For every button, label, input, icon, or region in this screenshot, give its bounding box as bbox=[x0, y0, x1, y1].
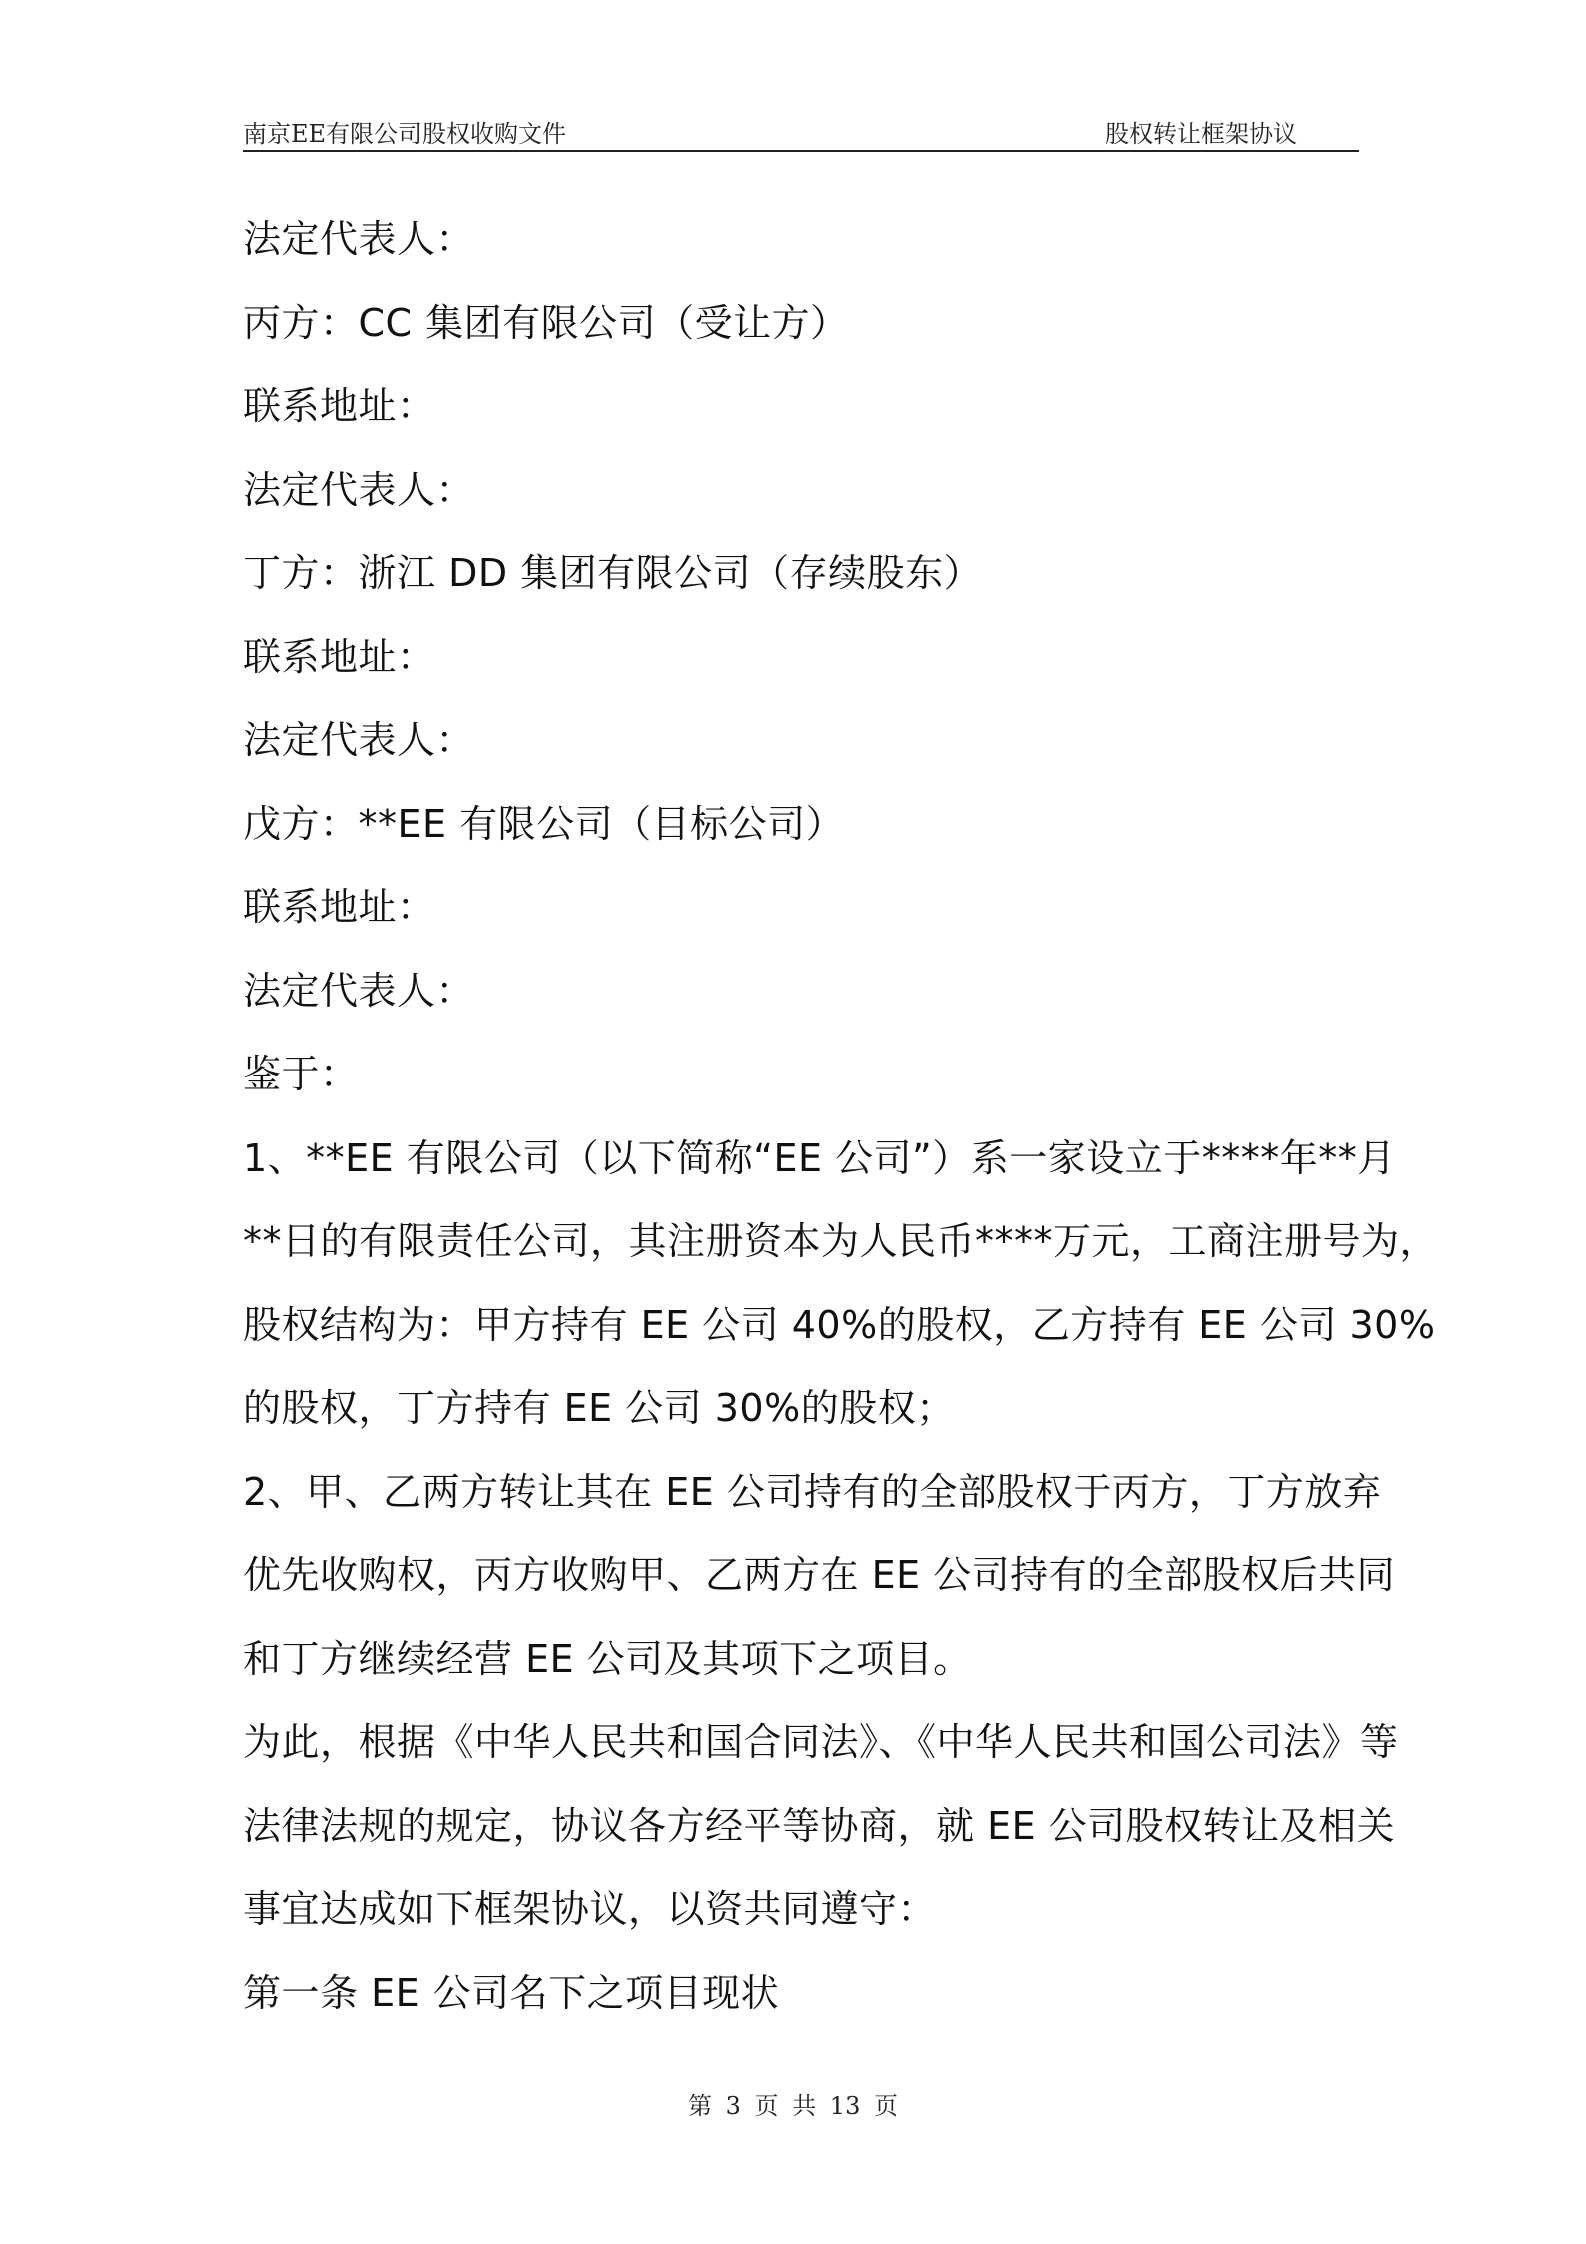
header-right-title: 股权转让框架协议 bbox=[1105, 120, 1297, 148]
text-line: 的股权，丁方持有 EE 公司 30%的股权； bbox=[243, 1386, 955, 1430]
text-line: 联系地址： bbox=[243, 885, 436, 929]
page-number-footer: 第 3 页 共 13 页 bbox=[688, 2092, 898, 2120]
text-line: 事宜达成如下框架协议，以资共同遵守： bbox=[243, 1887, 937, 1931]
text-line: 鉴于： bbox=[243, 1052, 359, 1096]
text-line: 法定代表人： bbox=[243, 467, 475, 512]
header-left-title: 南京EE有限公司股权收购文件 bbox=[243, 120, 567, 148]
document-body bbox=[243, 198, 1439, 2035]
text-line: 法定代表人： bbox=[243, 217, 475, 261]
text-line: 法定代表人： bbox=[243, 968, 475, 1013]
text-line: 法定代表人： bbox=[243, 718, 475, 762]
text-line: **日的有限责任公司，其注册资本为人民币****万元，工商注册号为， bbox=[243, 1219, 1439, 1263]
text-line: 1、**EE 有限公司（以下简称“EE 公司”）系一家设立于****年**月 bbox=[243, 1135, 1396, 1180]
page-header bbox=[243, 108, 1359, 152]
text-line: 法律法规的规定，协议各方经平等协商，就 EE 公司股权转让及相关 bbox=[243, 1803, 1396, 1848]
text-line: 为此，根据《中华人民共和国合同法》、《中华人民共和国公司法》等 bbox=[243, 1720, 1399, 1764]
text-line: 戊方：**EE 有限公司（目标公司） bbox=[243, 801, 845, 846]
text-line: 2、甲、乙两方转让其在 EE 公司持有的全部股权于丙方，丁方放弃 bbox=[243, 1469, 1382, 1514]
section-heading: 第一条 EE 公司名下之项目现状 bbox=[243, 1970, 780, 2015]
text-line: 优先收购权，丙方收购甲、乙两方在 EE 公司持有的全部股权后共同 bbox=[243, 1553, 1396, 1597]
text-line: 联系地址： bbox=[243, 384, 436, 428]
text-line: 联系地址： bbox=[243, 634, 436, 679]
text-line: 和丁方继续经营 EE 公司及其项下之项目。 bbox=[243, 1636, 972, 1681]
text-line: 丙方：CC 集团有限公司（受让方） bbox=[243, 300, 849, 345]
text-line: 股权结构为：甲方持有 EE 公司 40%的股权，乙方持有 EE 公司 30% bbox=[243, 1302, 1436, 1347]
text-line: 丁方：浙江 DD 集团有限公司（存续股东） bbox=[243, 551, 983, 595]
